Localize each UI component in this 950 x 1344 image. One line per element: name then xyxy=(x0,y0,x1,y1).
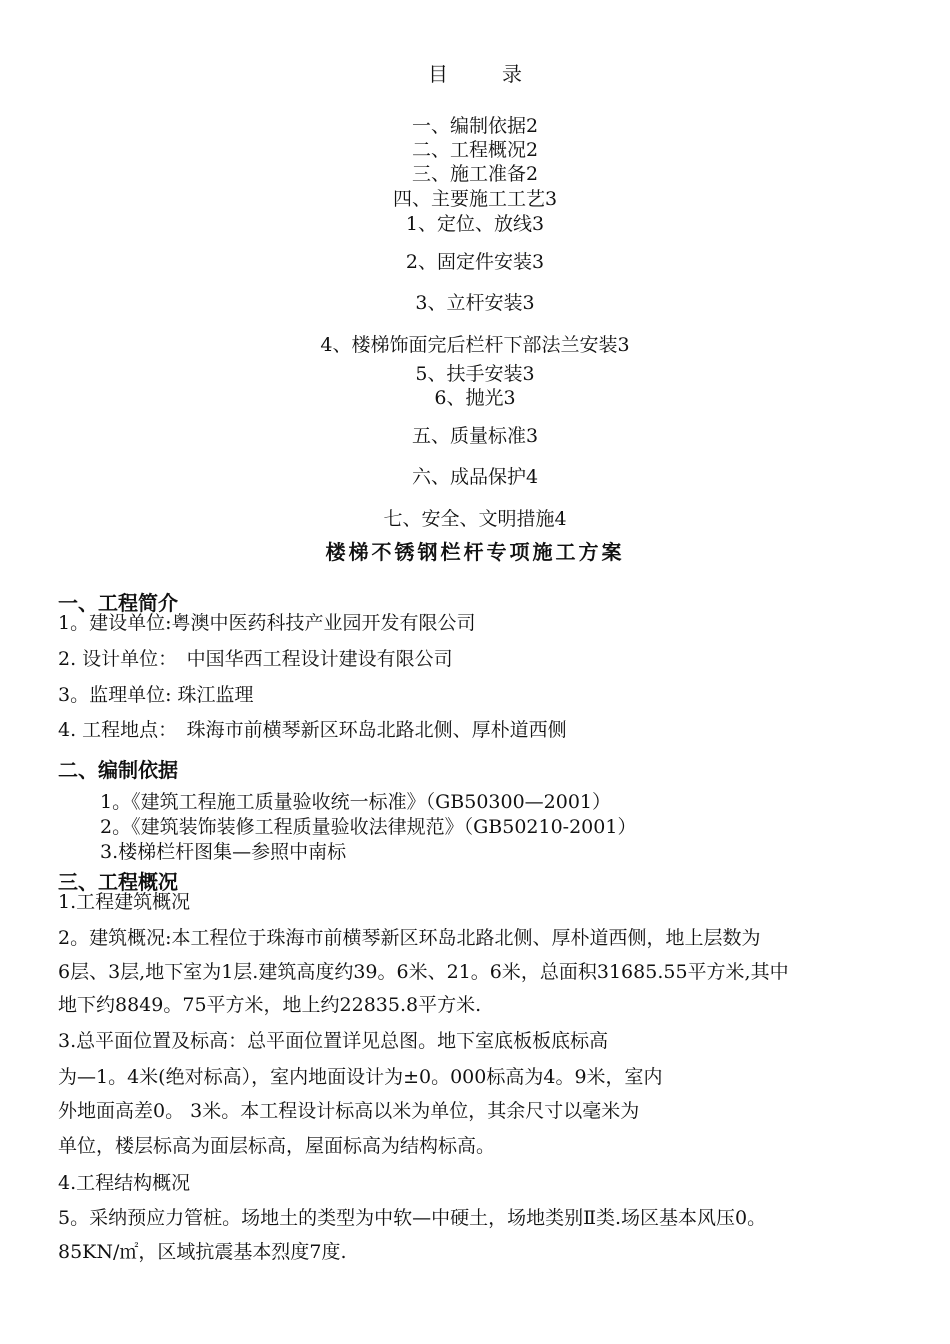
section-heading: 二、编制依据 xyxy=(58,758,178,782)
body-line: 1.工程建筑概况 xyxy=(58,891,191,913)
toc-item[interactable]: 2、固定件安装3 xyxy=(405,251,545,273)
body-line: 4.工程结构概况 xyxy=(58,1172,191,1194)
toc-item[interactable]: 三、施工准备2 xyxy=(411,163,539,185)
body-line: 3.楼梯栏杆图集—参照中南标 xyxy=(100,841,347,863)
body-line: 2. 设计单位： 中国华西工程设计建设有限公司 xyxy=(58,648,453,670)
toc-item[interactable]: 二、工程概况2 xyxy=(411,139,539,161)
toc-item[interactable]: 五、质量标准3 xyxy=(411,425,539,447)
body-line: 6层、3层,地下室为1层.建筑高度约39。6米、21。6米，总面积31685.55平方米,其中 xyxy=(58,961,789,983)
body-line: 为—1。4米(绝对标高），室内地面设计为±0。000标高为4。9米，室内 xyxy=(58,1066,663,1088)
body-line: 1。《建筑工程施工质量验收统一标准》（GB50300—2001） xyxy=(100,791,612,813)
toc-item[interactable]: 5、扶手安装3 xyxy=(415,363,535,385)
body-line: 地下约8849。75平方米，地上约22835.8平方米. xyxy=(58,994,482,1016)
body-line: 5。采纳预应力管桩。场地土的类型为中软—中硬土，场地类别Ⅱ类.场区基本风压0。 xyxy=(58,1207,767,1229)
toc-item[interactable]: 六、成品保护4 xyxy=(411,466,539,488)
document-title: 楼梯不锈钢栏杆专项施工方案 xyxy=(325,540,625,564)
body-line: 85KN/㎡，区域抗震基本烈度7度. xyxy=(58,1241,347,1263)
body-line: 1。建设单位:粤澳中医药科技产业园开发有限公司 xyxy=(58,612,476,634)
toc-item[interactable]: 一、编制依据2 xyxy=(411,115,539,137)
toc-item[interactable]: 七、安全、文明措施4 xyxy=(383,508,567,530)
body-line: 2。建筑概况:本工程位于珠海市前横琴新区环岛北路北侧、厚朴道西侧，地上层数为 xyxy=(58,927,761,949)
section-heading: 一、工程简介 xyxy=(58,591,178,615)
body-line: 4. 工程地点： 珠海市前横琴新区环岛北路北侧、厚朴道西侧 xyxy=(58,719,567,741)
body-line: 3。监理单位: 珠江监理 xyxy=(58,684,254,706)
toc-item[interactable]: 四、主要施工工艺3 xyxy=(392,188,558,210)
body-line: 2。《建筑装饰装修工程质量验收法律规范》（GB50210-2001） xyxy=(100,816,637,838)
toc-item[interactable]: 4、楼梯饰面完后栏杆下部法兰安装3 xyxy=(320,334,630,356)
section-heading: 三、工程概况 xyxy=(58,870,178,894)
body-line: 单位，楼层标高为面层标高，屋面标高为结构标高。 xyxy=(58,1135,496,1157)
toc-title: 目录 xyxy=(428,62,576,86)
toc-item[interactable]: 3、立杆安装3 xyxy=(415,292,535,314)
toc-item[interactable]: 6、抛光3 xyxy=(434,387,516,409)
toc-item[interactable]: 1、定位、放线3 xyxy=(405,213,545,235)
body-line: 外地面高差0。 3米。本工程设计标高以米为单位，其余尺寸以毫米为 xyxy=(58,1100,640,1122)
body-line: 3.总平面位置及标高：总平面位置详见总图。地下室底板板底标高 xyxy=(58,1030,609,1052)
